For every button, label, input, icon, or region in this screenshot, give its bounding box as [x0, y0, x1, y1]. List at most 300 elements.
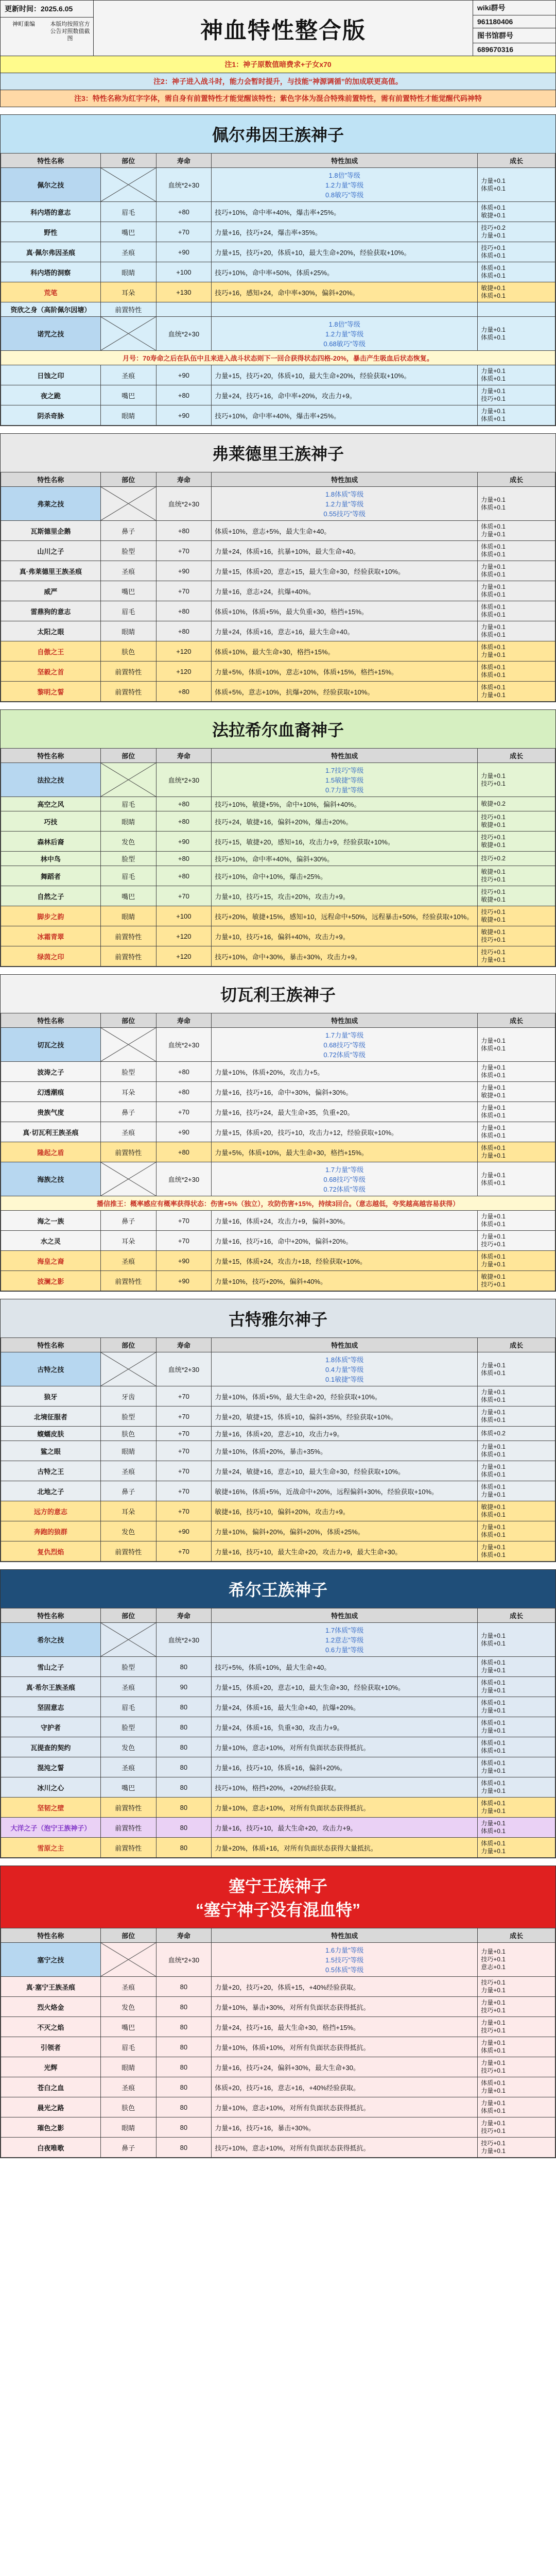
trait-row	[1, 852, 555, 866]
growth-value: 技巧+0.1	[481, 1956, 506, 1963]
lifespan: 血统*2+30	[156, 1623, 212, 1657]
trait-row	[1, 385, 555, 405]
scaling-line: 0.7力量”等级	[325, 786, 364, 794]
trait-row	[1, 886, 555, 906]
effect-text: 技巧+24，敏捷+16，偏斜+20%，爆击+20%。	[212, 811, 478, 832]
growth-value: 力量+0.1	[481, 2099, 506, 2107]
base-trait-row	[1, 1162, 555, 1196]
cross-lines	[101, 763, 156, 796]
growth-value: 体质+0.1	[481, 1044, 506, 1052]
body-part: 脸型	[100, 852, 156, 866]
lifespan: +80	[156, 601, 212, 621]
trait-row	[1, 662, 555, 682]
growth-cell	[478, 1521, 555, 1541]
section-banner: 播信推王：概率感应有概率获得状态：伤害+5%（独立），攻防伤害+15%，持续3回合。（意志越低，夸奖越高越容易获得）	[1, 1196, 555, 1211]
section-title	[1, 1866, 555, 1928]
body-part: 牙齿	[100, 1386, 156, 1406]
lifespan: +80	[156, 385, 212, 405]
lifespan: +80	[156, 852, 212, 866]
trait-row	[1, 2037, 555, 2057]
growth-value: 体质+0.1	[481, 1416, 506, 1423]
trait-name: 黎明之誓	[1, 682, 101, 702]
effect-text: 敏捷+16%，体质+5%，近战命中+20%，远程偏斜+30%，经验获取+10%。	[212, 1481, 478, 1501]
body-part: 鼻子	[100, 1102, 156, 1122]
column-header-effect: 特性加成	[212, 1608, 478, 1623]
growth-value: 体质+0.2	[481, 1430, 506, 1437]
scaling-line: 1.8体质”等级	[325, 490, 364, 498]
growth-value: 技巧+0.1	[481, 888, 506, 895]
effect-text: 体质+10%，最大生命+30，格挡+15%。	[212, 641, 478, 662]
growth-value: 力量+0.1	[481, 1848, 506, 1855]
lifespan: +70	[156, 1386, 212, 1406]
trait-table	[1, 748, 555, 967]
growth-value: 体质+0.1	[481, 523, 506, 530]
growth-cell	[478, 1028, 555, 1062]
growth-value: 力量+0.1	[481, 1632, 506, 1639]
growth-cell	[478, 1541, 555, 1562]
trait-name: 奔跑的狼群	[1, 1521, 101, 1541]
trait-row	[1, 1777, 555, 1798]
growth-value: 体质+0.1	[481, 684, 506, 691]
trait-name: 海族之技	[1, 1162, 101, 1196]
base-trait-row	[1, 168, 555, 202]
growth-value: 体质+0.1	[481, 204, 506, 211]
trait-name: 林中鸟	[1, 852, 101, 866]
wiki-group-id[interactable]: 961180406	[473, 15, 555, 28]
section-title	[1, 975, 555, 1013]
body-part: 眼睛	[100, 262, 156, 282]
trait-name: 弗莱之技	[1, 487, 101, 521]
lifespan: +70	[156, 581, 212, 601]
growth-value: 力量+0.1	[481, 1999, 506, 2006]
growth-cell	[478, 385, 555, 405]
column-header-life: 寿命	[156, 1928, 212, 1943]
growth-cell	[478, 886, 555, 906]
growth-value: 体质+0.1	[481, 252, 506, 259]
trait-name: 贵族气度	[1, 1102, 101, 1122]
library-group-id[interactable]: 689670316	[477, 45, 514, 54]
scaling-line: 1.2力量”等级	[325, 330, 364, 338]
column-header-growth: 成长	[478, 1928, 555, 1943]
growth-cell	[478, 262, 555, 282]
lifespan: +70	[156, 1501, 212, 1521]
column-header-life: 寿命	[156, 749, 212, 763]
growth-cell	[478, 1838, 555, 1858]
trait-name: 古特之技	[1, 1352, 101, 1386]
body-part: 前置特性	[100, 946, 156, 967]
scaling-line: 1.8倍”等级	[328, 172, 360, 179]
trait-name: 真·塞宁王族圣痕	[1, 1977, 101, 1997]
growth-cell	[478, 621, 555, 641]
effect-text: 力量+10%，意志+10%，对所有负面状态获得抵抗。	[212, 1737, 478, 1757]
scaling-line: 0.6力量”等级	[325, 1646, 364, 1654]
growth-value: 技巧+0.2	[481, 855, 506, 862]
effect-text: 力量+16，技巧+16，命中+20%，偏斜+20%。	[212, 1231, 478, 1251]
growth-cell	[478, 2097, 555, 2117]
trait-name: 舞蹈者	[1, 866, 101, 886]
trait-row	[1, 2117, 555, 2138]
column-header-life: 寿命	[156, 1338, 212, 1352]
trait-name: 法拉之技	[1, 763, 101, 797]
trait-name: 坚毅之首	[1, 662, 101, 682]
growth-cell	[478, 1798, 555, 1818]
trait-name: 不灭之焰	[1, 2017, 101, 2037]
growth-value: 体质+0.1	[481, 664, 506, 671]
growth-value: 敏捷+0.1	[481, 916, 506, 923]
trait-table	[1, 1608, 555, 1858]
growth-value: 体质+0.1	[481, 1483, 506, 1490]
growth-value: 力量+0.1	[481, 1124, 506, 1131]
growth-cell	[478, 2057, 555, 2077]
trait-name: 鲨之眼	[1, 1441, 101, 1461]
update-time: 更新时间：2025.6.05	[1, 1, 93, 18]
lifespan: +80	[156, 866, 212, 886]
body-part: 前置特性	[100, 1798, 156, 1818]
scaling-line: 1.8倍”等级	[328, 320, 360, 328]
growth-value: 力量+0.1	[481, 1987, 506, 1994]
lifespan: +100	[156, 906, 212, 926]
growth-cell	[478, 1777, 555, 1798]
effect-text: 力量+16，技巧+16，暴击+30%。	[212, 2117, 478, 2138]
growth-cell	[478, 2138, 555, 2158]
growth-value: 敏捷+0.2	[481, 800, 506, 807]
trait-row	[1, 2097, 555, 2117]
trait-name: 混沌之誓	[1, 1757, 101, 1777]
lifespan: +70	[156, 1461, 212, 1481]
trait-name: 隆起之盾	[1, 1142, 101, 1162]
growth-value: 体质+0.1	[481, 1144, 506, 1151]
trait-row	[1, 832, 555, 852]
growth-cell	[478, 1818, 555, 1838]
trait-name: 幻透潮痕	[1, 1082, 101, 1102]
base-trait-row	[1, 1623, 555, 1657]
effect-cell	[212, 487, 478, 521]
section-title	[1, 1570, 555, 1608]
scaling-line: 0.72体质”等级	[323, 1185, 366, 1193]
trait-name: 资欣之身（高阶佩尔因塘）	[1, 302, 101, 317]
growth-value: 体质+0.1	[481, 1396, 506, 1403]
growth-cell	[478, 317, 555, 351]
trait-name: 阴杀奇脉	[1, 405, 101, 426]
body-part: 前置特性	[100, 302, 156, 317]
body-part: 圣痕	[100, 1677, 156, 1697]
growth-value: 体质+0.1	[481, 1739, 506, 1747]
growth-cell	[478, 601, 555, 621]
growth-value: 力量+0.1	[481, 408, 506, 415]
lifespan: +90	[156, 561, 212, 581]
trait-row	[1, 1102, 555, 1122]
growth-value: 体质+0.1	[481, 1827, 506, 1835]
note-2: 注2：神子进入战斗时，能力会暂时提升，与技能“神源调循”的加成联更高值。	[1, 73, 555, 90]
growth-value: 力量+0.1	[481, 1443, 506, 1450]
body-part: 圣痕	[100, 2077, 156, 2097]
lifespan: +70	[156, 222, 212, 242]
effect-text: 力量+16，技巧+10，最大生命+20，攻击力+9。	[212, 1818, 478, 1838]
growth-value: 技巧+0.1	[481, 834, 506, 841]
effect-text: 技巧+10%，意志+10%，对所有负面状态获得抵抗。	[212, 2138, 478, 2158]
growth-cell	[478, 1717, 555, 1737]
growth-cell	[478, 1441, 555, 1461]
column-header-part: 部位	[100, 154, 156, 168]
trait-name: 坚韧之壁	[1, 1798, 101, 1818]
growth-value: 力量+0.1	[481, 1787, 506, 1794]
growth-value: 力量+0.1	[481, 1213, 506, 1220]
note-1: 注1：神子原数值暗费求+子女x70	[1, 56, 555, 73]
effect-text: 力量+15，体质+24，攻击力+18，经验获取+10%。	[212, 1251, 478, 1271]
growth-value: 力量+0.1	[481, 387, 506, 395]
growth-value: 力量+0.1	[481, 623, 506, 631]
growth-value: 意志+0.1	[481, 1963, 506, 1971]
effect-cell	[212, 317, 478, 351]
effect-cell	[212, 763, 478, 797]
growth-value: 体质+0.1	[481, 1551, 506, 1558]
trait-row	[1, 1521, 555, 1541]
trait-name: 苍白之血	[1, 2077, 101, 2097]
growth-cell	[478, 302, 555, 317]
column-header-name: 特性名称	[1, 749, 101, 763]
growth-value: 力量+0.1	[481, 232, 506, 239]
trait-name: 日蚀之印	[1, 365, 101, 385]
lifespan: +90	[156, 365, 212, 385]
lifespan: 80	[156, 2057, 212, 2077]
note-3: 注3：特性名称为红字字体，需自身有前置特性才能觉醒该特性；紫色字体为混合特殊前置特性，需有前置特性才能觉醒代码神特	[1, 90, 555, 107]
lifespan: +80	[156, 1062, 212, 1082]
effect-text: 体质+5%，意志+10%，抗爆+20%，经验获取+10%。	[212, 682, 478, 702]
growth-cell	[478, 641, 555, 662]
effect-text: 力量+16，技巧+24，最大生命+35，负重+20。	[212, 1102, 478, 1122]
lifespan: 80	[156, 2017, 212, 2037]
wiki-label: wiki群号	[473, 1, 555, 15]
lifespan: 80	[156, 1798, 212, 1818]
effect-text: 力量+24，体质+16，最大生命+40，抗爆+20%。	[212, 1697, 478, 1717]
trait-row	[1, 1757, 555, 1777]
trait-row	[1, 1818, 555, 1838]
body-part: 眉毛	[100, 601, 156, 621]
effect-cell	[212, 1943, 478, 1977]
body-part: 前置特性	[100, 1541, 156, 1562]
base-trait-row	[1, 1943, 555, 1977]
growth-value: 力量+0.1	[481, 1491, 506, 1498]
column-header-growth: 成长	[478, 472, 555, 487]
growth-value: 技巧+0.1	[481, 2007, 506, 2014]
section-title	[1, 1299, 555, 1337]
column-header-growth: 成长	[478, 1608, 555, 1623]
column-header-name: 特性名称	[1, 1013, 101, 1028]
growth-value: 体质+0.1	[481, 1471, 506, 1478]
trait-name: 高空之风	[1, 797, 101, 811]
growth-cell	[478, 222, 555, 242]
trait-name: 雪山之子	[1, 1657, 101, 1677]
body-part: 脸型	[100, 1406, 156, 1427]
lifespan: 血统*2+30	[156, 1352, 212, 1386]
effect-cell	[212, 168, 478, 202]
lifespan: +130	[156, 282, 212, 302]
effect-cell	[212, 1352, 478, 1386]
lifespan: 80	[156, 1977, 212, 1997]
effect-text: 技巧+10%，格挡+20%，+20%经验获取。	[212, 1777, 478, 1798]
growth-cell	[478, 1386, 555, 1406]
lifespan: 90	[156, 1677, 212, 1697]
column-header-part: 部位	[100, 1013, 156, 1028]
trait-row	[1, 601, 555, 621]
growth-value: 体质+0.1	[481, 591, 506, 598]
growth-value: 技巧+0.1	[481, 2067, 506, 2074]
lifespan: +70	[156, 886, 212, 906]
trait-row	[1, 242, 555, 262]
edit-tag: 神町重编	[12, 21, 35, 27]
section-title-text: 塞宁王族神子	[228, 1877, 327, 1895]
trait-table	[1, 1013, 555, 1291]
growth-value: 技巧+0.1	[481, 1241, 506, 1248]
effect-text: 技巧+5%，体质+10%，最大生命+40。	[212, 1657, 478, 1677]
growth-cell	[478, 811, 555, 832]
trait-row	[1, 405, 555, 426]
section-pelfin	[0, 114, 556, 426]
base-trait-row	[1, 1352, 555, 1386]
lifespan: +120	[156, 641, 212, 662]
section-saining	[0, 1866, 556, 2158]
header	[0, 0, 556, 56]
trait-row	[1, 581, 555, 601]
effect-text: 力量+10%，偏斜+20%，偏斜+20%，体质+25%。	[212, 1521, 478, 1541]
growth-cell	[478, 581, 555, 601]
effect-text: 敏捷+16，技巧+10，偏斜+20%，攻击力+9。	[212, 1501, 478, 1521]
lifespan: 80	[156, 2117, 212, 2138]
trait-name: 真·希尔王族圣痕	[1, 1677, 101, 1697]
growth-cell	[478, 1142, 555, 1162]
effect-text: 力量+5%，体质+10%，意志+10%，体质+15%，格挡+15%。	[212, 662, 478, 682]
body-part: 圣痕	[100, 1122, 156, 1142]
effect-text: 力量+16，技巧+10，最大生命+20，攻击力+9，最大生命+30。	[212, 1541, 478, 1562]
effect-text: 力量+10，技巧+15，攻击+20%，攻击力+9。	[212, 886, 478, 906]
growth-value: 体质+0.1	[481, 1679, 506, 1686]
page-title: 神血特性整合版	[200, 18, 366, 43]
trait-name: 切瓦之技	[1, 1028, 101, 1062]
trait-row	[1, 682, 555, 702]
trait-row	[1, 1481, 555, 1501]
body-part: 圣痕	[100, 1251, 156, 1271]
lifespan: +70	[156, 1541, 212, 1562]
column-header-growth: 成长	[478, 749, 555, 763]
column-header-life: 寿命	[156, 1608, 212, 1623]
trait-name: 雪原之主	[1, 1838, 101, 1858]
scaling-line: 1.5技巧”等级	[325, 1956, 364, 1964]
trait-name: 晨光之路	[1, 2097, 101, 2117]
trait-name: 荒笔	[1, 282, 101, 302]
lifespan: +80	[156, 1082, 212, 1102]
body-part: 鼻子	[100, 2138, 156, 2158]
growth-value: 体质+0.1	[481, 292, 506, 299]
growth-value: 力量+0.1	[481, 177, 506, 184]
growth-cell	[478, 1943, 555, 1977]
growth-value: 技巧+0.1	[481, 779, 506, 787]
lifespan: +70	[156, 1211, 212, 1231]
growth-value: 力量+0.1	[481, 691, 506, 699]
trait-row	[1, 866, 555, 886]
column-header-part: 部位	[100, 1608, 156, 1623]
body-part: 眼睛	[100, 2057, 156, 2077]
body-part: 前置特性	[100, 926, 156, 946]
trait-name: 北地之子	[1, 1481, 101, 1501]
growth-cell	[478, 1977, 555, 1997]
scaling-line: 0.8敏巧”等级	[325, 191, 364, 199]
trait-name: 威严	[1, 581, 101, 601]
body-part: 嘴巴	[100, 2017, 156, 2037]
body-part: 前置特性	[100, 662, 156, 682]
scaling-line: 0.4力量”等级	[325, 1366, 364, 1374]
trait-name: 科内塔的意志	[1, 202, 101, 222]
lifespan: 血统*2+30	[156, 168, 212, 202]
effect-text: 力量+15，体质+20，技巧+10，攻击力+12，经验获取+10%。	[212, 1122, 478, 1142]
cross-lines	[101, 1623, 156, 1656]
section-banner-row	[1, 351, 555, 365]
trait-row	[1, 1977, 555, 1997]
lifespan: 80	[156, 2037, 212, 2057]
growth-value: 体质+0.1	[481, 1112, 506, 1119]
column-header-growth: 成长	[478, 1013, 555, 1028]
growth-value: 体质+0.1	[481, 1759, 506, 1767]
column-header-part: 部位	[100, 1928, 156, 1943]
growth-value: 体质+0.1	[481, 543, 506, 550]
growth-value: 体质+0.1	[481, 1369, 506, 1377]
column-header-effect: 特性加成	[212, 749, 478, 763]
lifespan: +120	[156, 946, 212, 967]
growth-value: 力量+0.1	[481, 2019, 506, 2026]
trait-name: 山川之子	[1, 541, 101, 561]
growth-cell	[478, 1251, 555, 1271]
growth-cell	[478, 1677, 555, 1697]
trait-name: 复仇烈焰	[1, 1541, 101, 1562]
lifespan: +80	[156, 811, 212, 832]
growth-value: 力量+0.1	[481, 1409, 506, 1416]
body-part: 圣痕	[100, 1461, 156, 1481]
column-header-effect: 特性加成	[212, 472, 478, 487]
growth-value: 体质+0.1	[481, 1659, 506, 1666]
growth-cell	[478, 906, 555, 926]
cross-lines	[101, 1943, 156, 1976]
growth-cell	[478, 202, 555, 222]
growth-cell	[478, 168, 555, 202]
effect-text: 力量+16，技巧+24，爆击率+35%。	[212, 222, 478, 242]
growth-cell	[478, 1162, 555, 1196]
growth-value: 体质+0.1	[481, 184, 506, 192]
notes	[0, 56, 556, 107]
body-part: 肤色	[100, 1427, 156, 1441]
source-tag: 本版均按照官方公告对照数值截图	[50, 21, 90, 42]
growth-value: 技巧+0.1	[481, 1281, 506, 1288]
base-trait-row	[1, 317, 555, 351]
growth-value: 敏捷+0.1	[481, 1503, 506, 1511]
body-part: 圣痕	[100, 365, 156, 385]
lifespan: 80	[156, 1717, 212, 1737]
trait-row	[1, 906, 555, 926]
lifespan: +70	[156, 1481, 212, 1501]
lifespan: 血统*2+30	[156, 317, 212, 351]
section-title-text: 古特雅尔神子	[228, 1310, 327, 1329]
growth-value: 体质+0.1	[481, 1719, 506, 1726]
body-part: 眉毛	[100, 797, 156, 811]
effect-cell	[212, 1162, 478, 1196]
growth-cell	[478, 1082, 555, 1102]
scaling-line: 0.72体质”等级	[323, 1051, 366, 1059]
lifespan: +80	[156, 621, 212, 641]
growth-value: 力量+0.1	[481, 1104, 506, 1111]
body-part: 脸型	[100, 541, 156, 561]
lifespan: 血统*2+30	[156, 1162, 212, 1196]
growth-value: 体质+0.1	[481, 264, 506, 272]
trait-name: 水之灵	[1, 1231, 101, 1251]
section-fala	[0, 709, 556, 967]
